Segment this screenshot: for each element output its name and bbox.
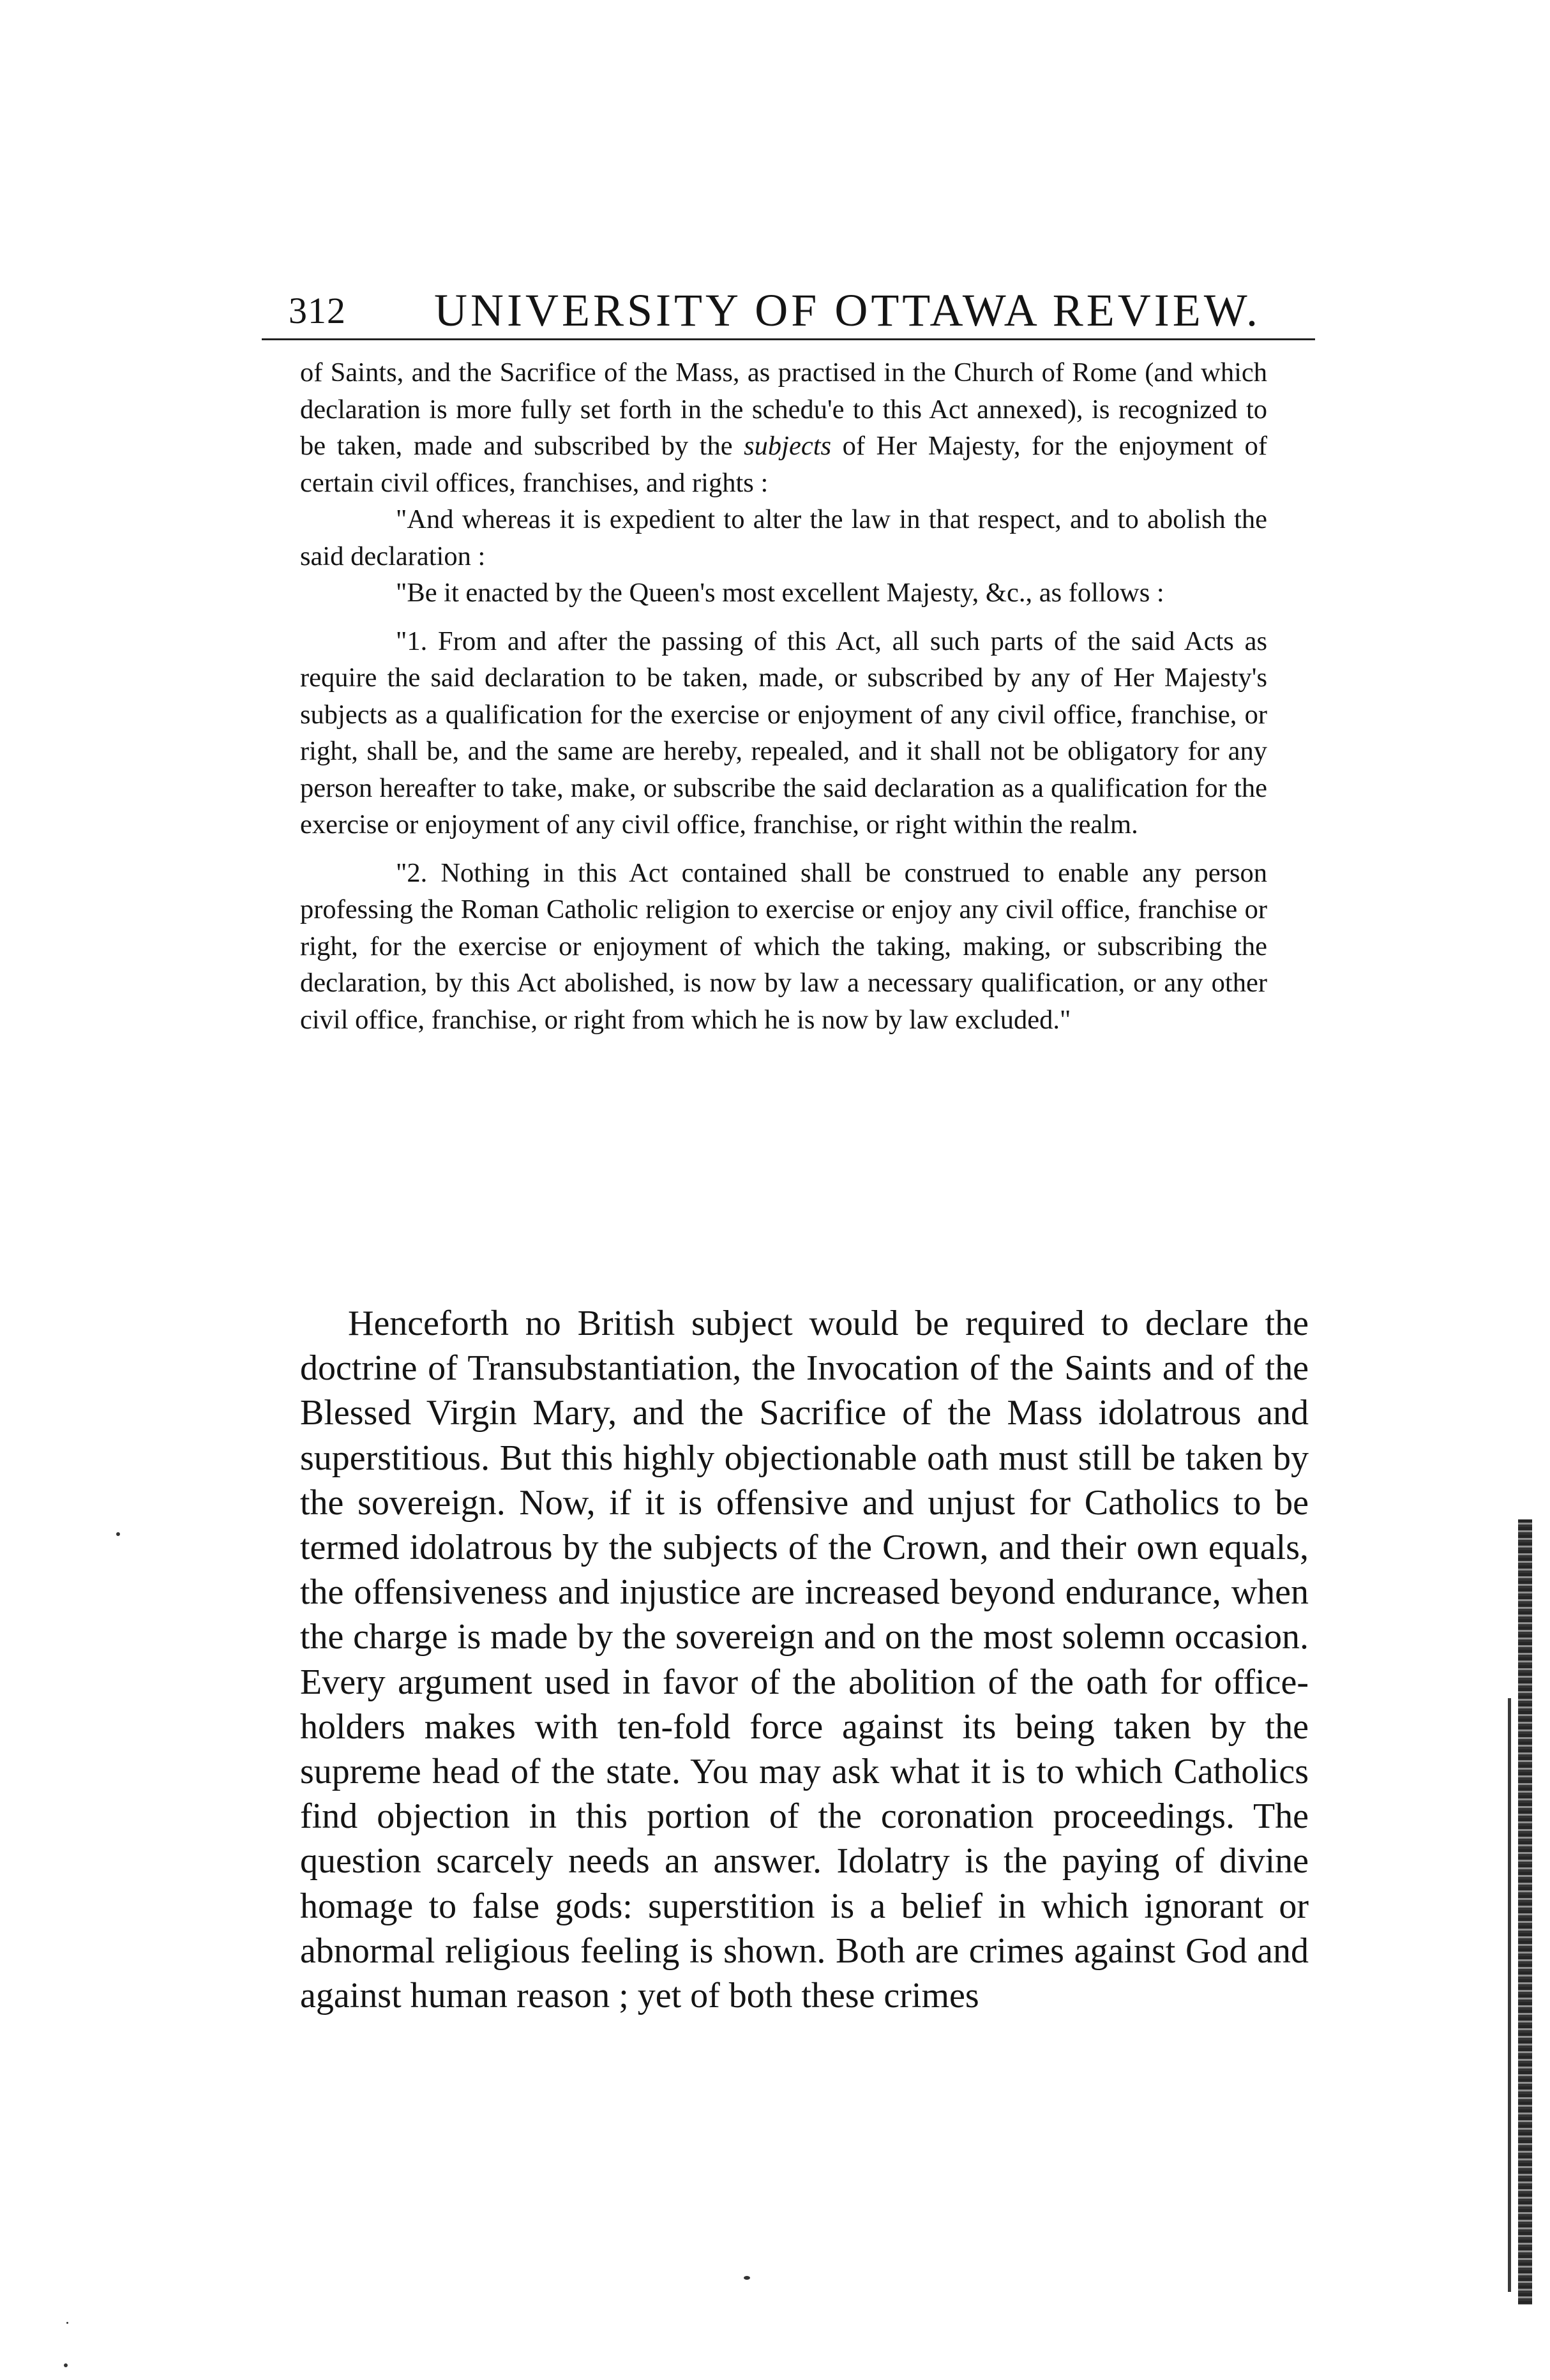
quote-paragraph: "Be it enacted by the Queen's most excellent Majesty, &c., as follows : — [396, 578, 1164, 608]
quote-p1-part-a: of Saints, and the Sacrifice of the Mass, as practised in the Church of Rome (and which declaration is more fully set forth in the schedu'e to this Act annexed), is recognized to be taken, made and subscribed by the — [300, 358, 1267, 461]
quote-p1-part-b: of Her Majesty, for the enjoyment of certain civil offices, franchises, and rights : — [300, 431, 1267, 498]
quote-p1-italic: subjects — [744, 431, 832, 461]
quote-paragraph: "2. Nothing in this Act contained shall be construed to enable any person professing the Roman Catholic religion to exercise or enjoy any civil office, franchise or right, for the exercise or enjoyment of which the taking, making, or subscribing the declaration, by this Act abolished, is now by law a necessary qualification, or any other civil office, franchise, or right from which he is now by law excluded." — [300, 857, 1267, 1035]
running-head: UNIVERSITY OF OTTAWA REVIEW. — [434, 285, 1261, 336]
body-text — [300, 1301, 1309, 2018]
page-number: 312 — [289, 290, 346, 331]
quote-paragraph: "1. From and after the passing of this Act, all such parts of the said Acts as require the said declaration to be taken, made, or subscribed by any of Her Majesty's subjects as a qualification for the exercise or enjoyment of any civil office, franchise, or right, shall be, and the same are hereby, repealed, and it shall not be obligatory for any person hereafter to take, make, or subscribe the said declaration as a qualification for the exercise or enjoyment of any civil office, franchise, or right within the realm. — [300, 626, 1267, 840]
body-paragraph: Henceforth no British subject would be required to declare the doctrine of Transubstantiation, the Invocation of the Saints and of the Blessed Virgin Mary, and the Sacrifice of the Mass idolatrous and superstitious. But this highly objectionable oath must still be taken by the sovereign. Now, if it is offensive and unjust for Catholics to be termed idolatrous by the subjects of the Crown, and their own equals, the offensiveness and injustice are increased beyond endurance, when the charge is made by the sovereign and on the most solemn occasion. Every argument used in favor of the abolition of the oath for office-holders makes with ten-fold force against its being taken by the supreme head of the state. You may ask what it is to which Catholics find objection in this portion of the coronation proceedings. The question scarcely needs an answer. Idolatry is the paying of divine homage to false gods: superstition is a belief in which ignorant or abnormal religious feeling is shown. Both are crimes against God and against human reason ; yet of both these crimes — [300, 1304, 1309, 2016]
scan-speck — [744, 2276, 750, 2280]
scan-speck — [64, 2363, 68, 2367]
page-edge-shadow — [1518, 1519, 1532, 2305]
scan-speck — [116, 1532, 120, 1536]
quoted-act-text — [300, 354, 1267, 1038]
quote-paragraph: "And whereas it is expedient to alter the law in that respect, and to abolish the said declaration : — [300, 504, 1267, 571]
scan-speck — [66, 2322, 68, 2324]
page-header — [289, 276, 1310, 347]
page-edge-line — [1508, 1698, 1511, 2292]
quote-paragraph — [300, 354, 1267, 501]
header-rule — [262, 338, 1315, 340]
